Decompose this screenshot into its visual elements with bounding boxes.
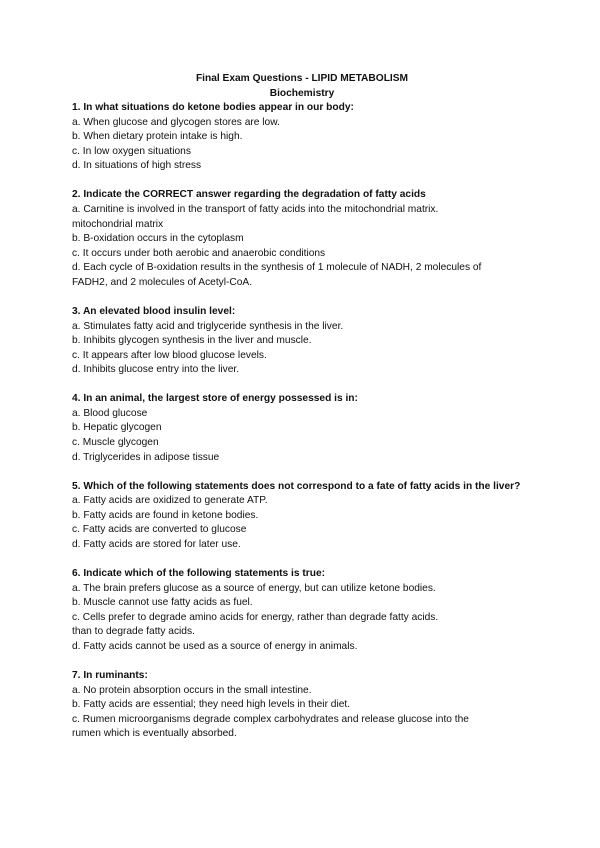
answer-option: c. It appears after low blood glucose levels.	[72, 349, 267, 361]
answer-option: d. Fatty acids cannot be used as a source of energy in animals.	[72, 640, 358, 652]
answer-option: b. Muscle cannot use fatty acids as fuel.	[72, 597, 253, 609]
answer-option: c. It occurs under both aerobic and anaerobic conditions	[72, 247, 326, 259]
answer-option: b. B-oxidation occurs in the cytoplasm	[72, 233, 244, 245]
answer-option: b. Hepatic glycogen	[72, 422, 162, 434]
answer-option: d. Triglycerides in adipose tissue	[72, 451, 220, 463]
answer-option: c. Rumen microorganisms degrade complex carbohydrates and release glucose into the	[72, 713, 469, 725]
answer-option: a. No protein absorption occurs in the small intestine.	[72, 684, 312, 696]
answer-option: a. Blood glucose	[72, 407, 148, 419]
question-heading: 3. An elevated blood insulin level:	[72, 305, 236, 317]
question-6	[72, 567, 532, 655]
exam-page	[72, 72, 532, 756]
answer-option: a. Stimulates fatty acid and triglyceride synthesis in the liver.	[72, 320, 344, 332]
question-2	[72, 188, 532, 290]
answer-option-continuation: mitochondrial matrix	[72, 218, 164, 230]
answer-option-continuation: FADH2, and 2 molecules of Acetyl-CoA.	[72, 276, 253, 288]
question-heading: 7. In ruminants:	[72, 669, 148, 681]
answer-option: c. Fatty acids are converted to glucose	[72, 524, 247, 536]
answer-option: a. Carnitine is involved in the transport of fatty acids into the mitochondrial matrix.	[72, 203, 439, 215]
answer-option: a. Fatty acids are oxidized to generate ATP.	[72, 495, 268, 507]
answer-option: a. The brain prefers glucose as a source of energy, but can utilize ketone bodies.	[72, 582, 436, 594]
answer-option: a. When glucose and glycogen stores are low.	[72, 116, 280, 128]
answer-option: d. In situations of high stress	[72, 160, 202, 172]
answer-option: b. Inhibits glycogen synthesis in the liver and muscle.	[72, 335, 312, 347]
answer-option: c. Muscle glycogen	[72, 437, 159, 449]
answer-option: d. Fatty acids are stored for later use.	[72, 539, 241, 550]
answer-option-continuation: than to degrade fatty acids.	[72, 626, 195, 638]
answer-option: b. Fatty acids are found in ketone bodies.	[72, 509, 259, 521]
question-3	[72, 305, 532, 378]
answer-option: b. Fatty acids are essential; they need high levels in their diet.	[72, 699, 351, 711]
answer-option: b. When dietary protein intake is high.	[72, 131, 243, 143]
question-heading: 4. In an animal, the largest store of energy possessed is in:	[72, 393, 358, 405]
answer-option-continuation: rumen which is eventually absorbed.	[72, 728, 237, 740]
answer-option: d. Each cycle of B-oxidation results in the synthesis of 1 molecule of NADH, 2 molecules of	[72, 262, 482, 274]
question-7	[72, 669, 532, 742]
question-heading: 5. Which of the following statements does not correspond to a fate of fatty acids in the liver?	[72, 480, 521, 492]
answer-option: c. Cells prefer to degrade amino acids for energy, rather than degrade fatty acids.	[72, 611, 439, 623]
question-heading: 1. In what situations do ketone bodies appear in our body:	[72, 102, 354, 113]
answer-option: d. Inhibits glucose entry into the liver.	[72, 364, 240, 376]
page-title: Final Exam Questions - LIPID METABOLISM	[195, 73, 409, 84]
page-subtitle: Biochemistry	[269, 87, 335, 99]
question-heading: 6. Indicate which of the following statements is true:	[72, 567, 326, 579]
question-heading: 2. Indicate the CORRECT answer regarding the degradation of fatty acids	[72, 189, 426, 201]
question-5	[72, 480, 532, 553]
question-1	[72, 101, 532, 174]
question-4	[72, 392, 532, 465]
answer-option: c. In low oxygen situations	[72, 145, 191, 157]
